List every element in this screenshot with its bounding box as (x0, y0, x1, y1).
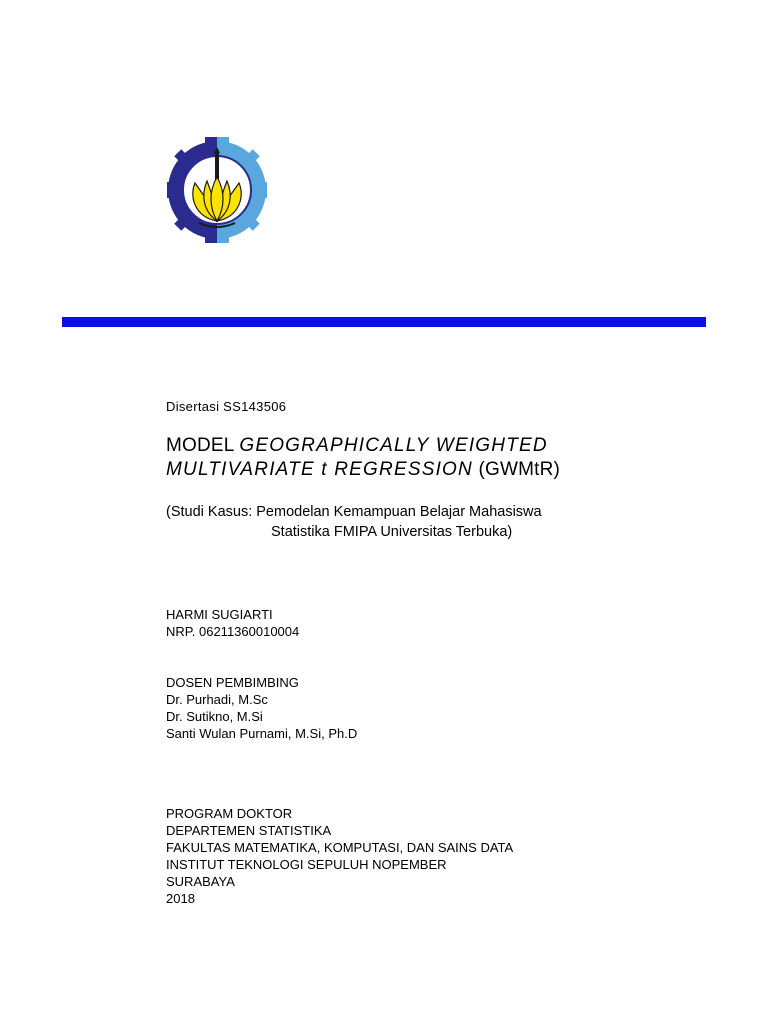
document-subtitle (166, 502, 542, 542)
publication-year: 2018 (166, 891, 195, 906)
department-name: DEPARTEMEN STATISTIKA (166, 823, 332, 838)
document-title (166, 434, 560, 482)
its-university-seal-icon (165, 137, 269, 243)
university-name: INSTITUT TEKNOLOGI SEPULUH NOPEMBER (166, 857, 447, 872)
city-name: SURABAYA (166, 874, 235, 889)
program-name: PROGRAM DOKTOR (166, 806, 293, 821)
author-block (166, 606, 299, 640)
title-suffix: (GWMtR) (472, 459, 561, 480)
document-type: Disertasi SS143506 (166, 399, 287, 414)
author-name: HARMI SUGIARTI (166, 607, 273, 622)
author-nrp: NRP. 06211360010004 (166, 624, 300, 639)
title-italic-2: MULTIVARIATE t REGRESSION (166, 459, 473, 480)
title-prefix: MODEL (166, 435, 240, 456)
title-divider-bar (62, 317, 706, 327)
advisors-heading: DOSEN PEMBIMBING (166, 675, 299, 690)
advisor-name: Santi Wulan Purnami, M.Si, Ph.D (166, 726, 358, 741)
faculty-name: FAKULTAS MATEMATIKA, KOMPUTASI, DAN SAINS DATA (166, 840, 514, 855)
title-line-1 (166, 434, 560, 458)
institution-block (166, 805, 513, 907)
title-italic-1: GEOGRAPHICALLY WEIGHTED (239, 435, 548, 456)
subtitle-line-2: Statistika FMIPA Universitas Terbuka) (271, 524, 513, 540)
advisor-name: Dr. Purhadi, M.Sc (166, 692, 268, 707)
advisors-block (166, 674, 357, 742)
subtitle-line-1: (Studi Kasus: Pemodelan Kemampuan Belajar Mahasiswa (166, 504, 542, 520)
advisor-name: Dr. Sutikno, M.Si (166, 709, 263, 724)
title-line-2 (166, 458, 560, 482)
